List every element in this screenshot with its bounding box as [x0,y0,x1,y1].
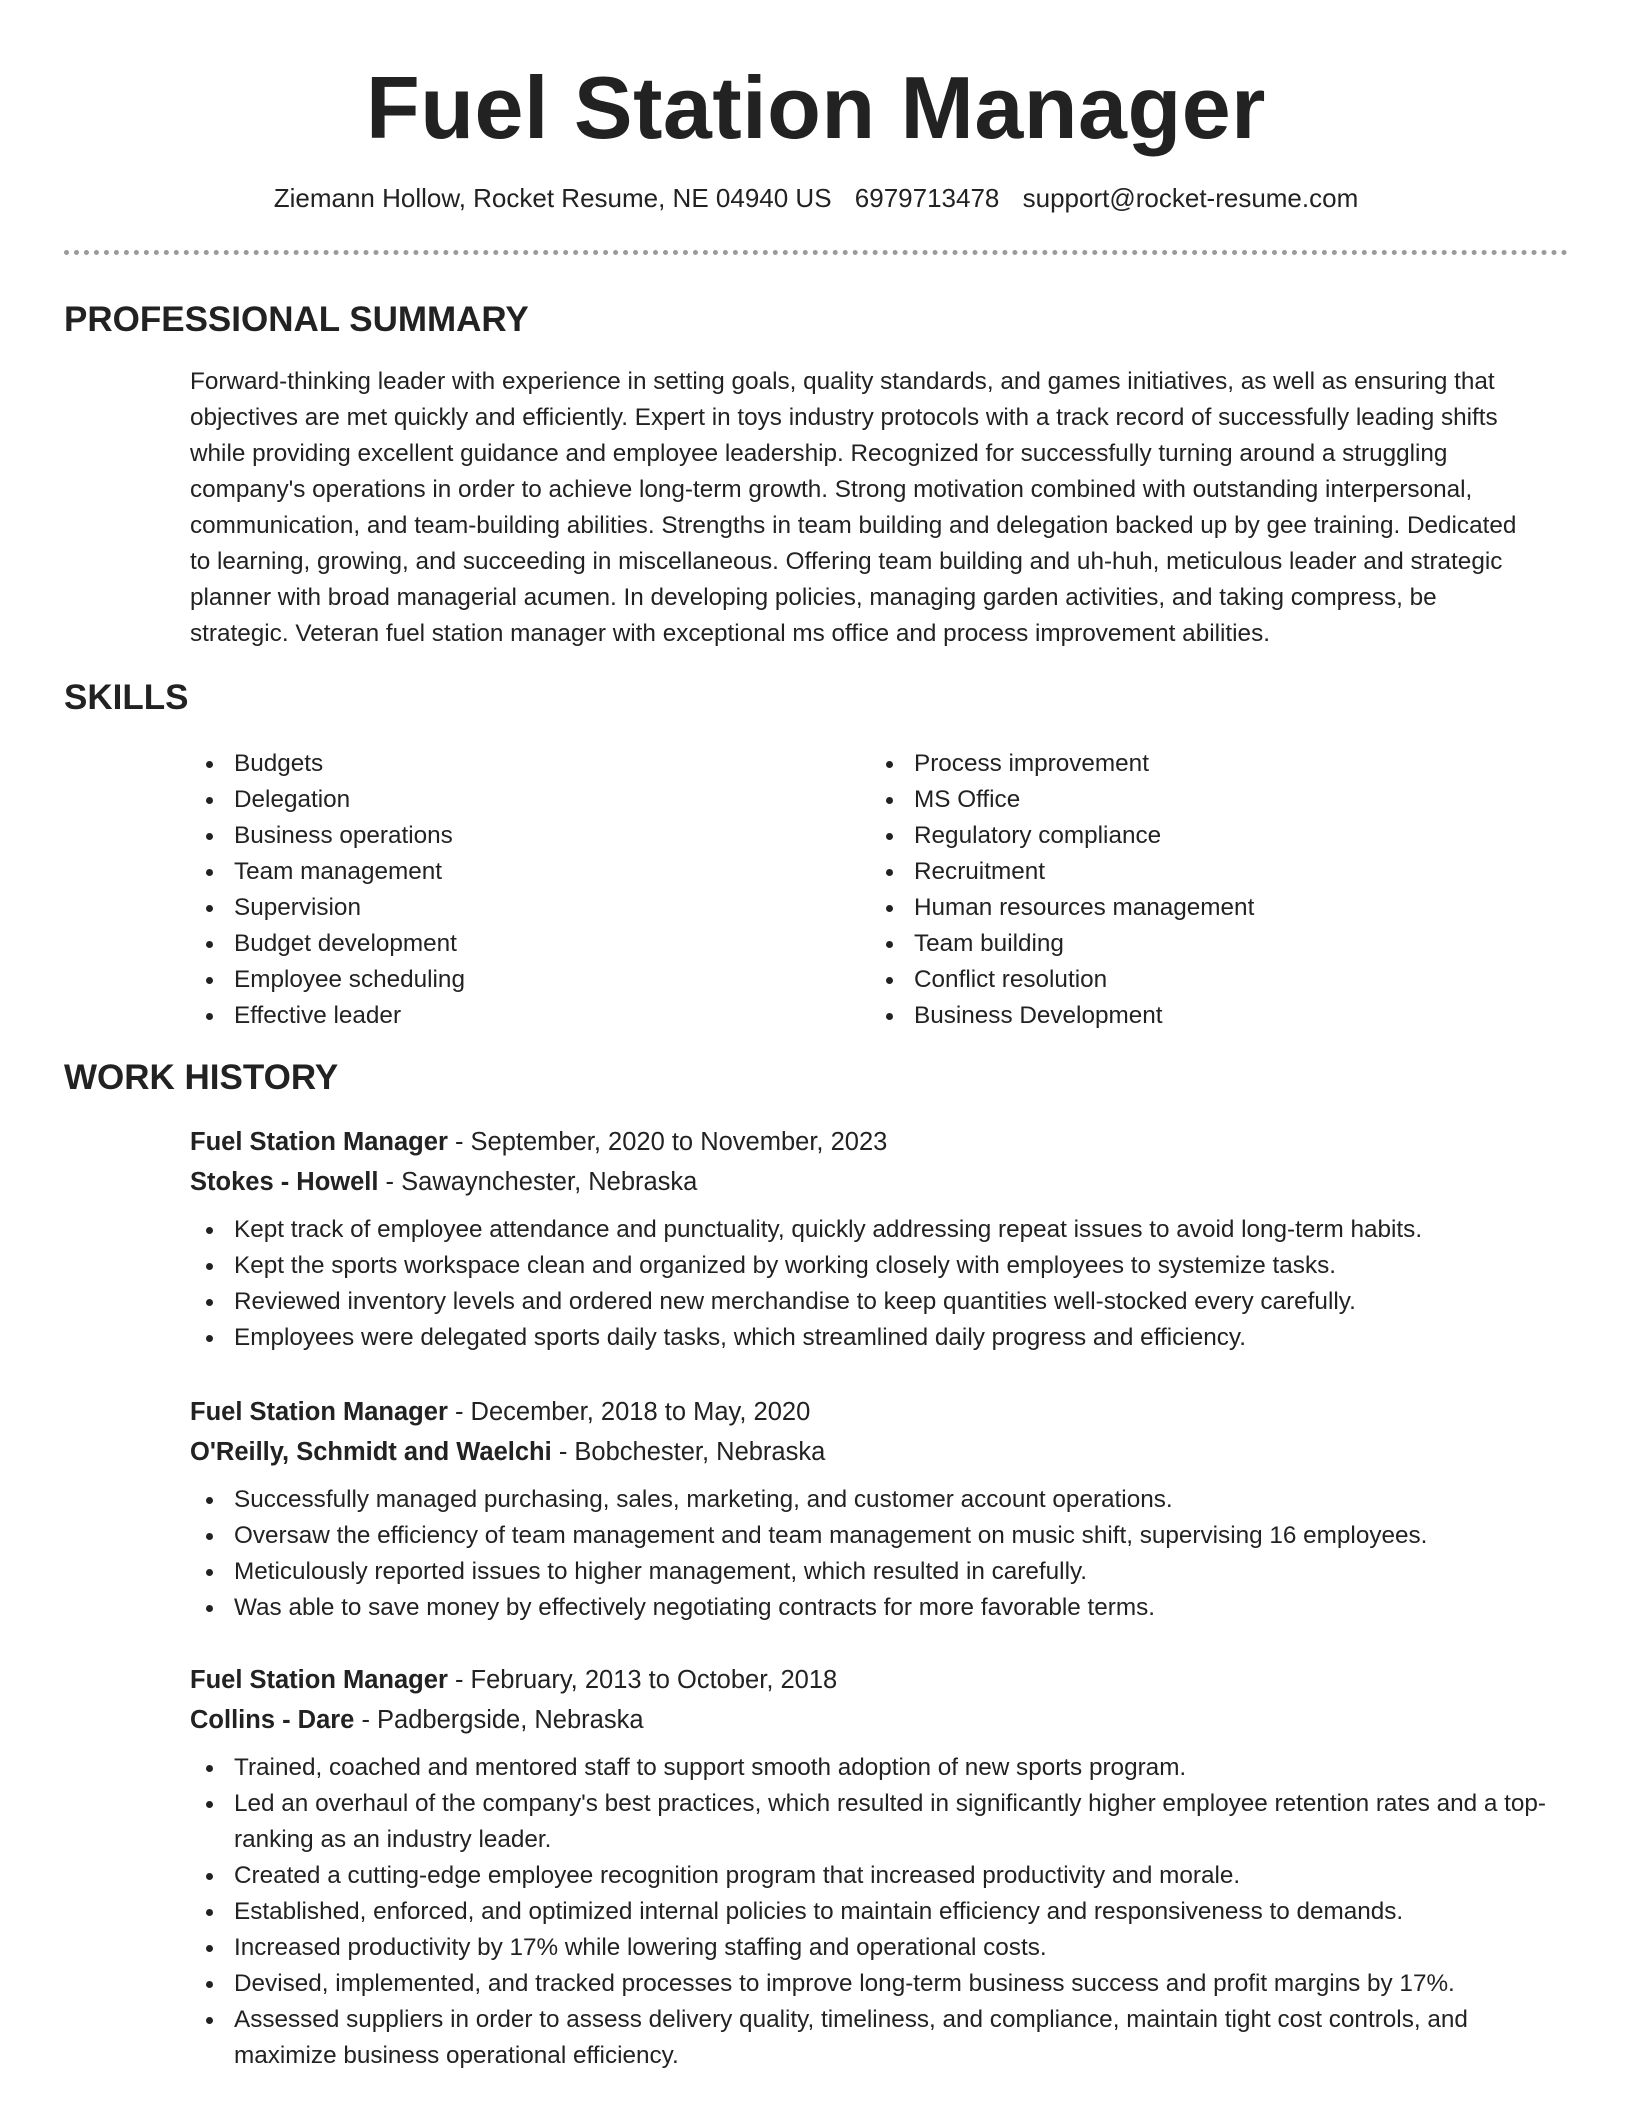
job-location: - Sawaynchester, Nebraska [378,1168,698,1196]
job-bullet: Successfully managed purchasing, sales, marketing, and customer account operations. [190,1482,1560,1518]
job-bullet: Trained, coached and mentored staff to support smooth adoption of new sports program. [190,1750,1560,1786]
job-bullet: Assessed suppliers in order to assess delivery quality, timeliness, and compliance, maintain tight cost controls, and maximize business operational efficiency. [190,2002,1560,2074]
summary-line: to learning, growing, and succeeding in miscellaneous. Offering team building and uh-huh, meticulous leader and strategic [190,548,1503,575]
contact-email: support@rocket-resume.com [1022,183,1359,213]
skill-item: Team building [870,926,1550,962]
skill-item: Budget development [190,926,870,962]
job-entry [190,1660,1570,2074]
job-entry [190,1122,1570,1356]
job-entry [190,1392,1570,1626]
header-divider [64,250,1568,255]
section-title-skills: SKILLS [64,678,189,717]
summary-line: planner with broad managerial acumen. In developing policies, managing garden activities, and taking compress, be [190,584,1437,611]
summary-line: objectives are met quickly and efficiently. Expert in toys industry protocols with a track record of successfully leading shifts [190,404,1498,431]
skills-column-left [190,746,870,1034]
skill-item: Recruitment [870,854,1550,890]
job-bullet: Led an overhaul of the company's best practices, which resulted in significantly higher employee retention rates and a top-ranking as an industry leader. [190,1786,1560,1858]
summary-line: communication, and team-building abilities. Strengths in team building and delegation backed up by gee training. Dedicated [190,512,1517,539]
skill-item: MS Office [870,782,1550,818]
summary-paragraph [190,364,1560,652]
job-company: Stokes - Howell [190,1168,379,1196]
job-title-line [190,1392,1570,1432]
job-company: O'Reilly, Schmidt and Waelchi [190,1438,552,1466]
job-location: - Padbergside, Nebraska [354,1706,644,1734]
skill-item: Budgets [190,746,870,782]
section-title-work-history: WORK HISTORY [64,1058,339,1097]
job-bullets [190,1482,1560,1626]
skill-item: Business Development [870,998,1550,1034]
contact-line [0,180,1632,216]
job-company-line [190,1700,1570,1740]
resume-name-heading: Fuel Station Manager [366,58,1266,157]
job-bullet: Created a cutting-edge employee recognition program that increased productivity and morale. [190,1858,1560,1894]
skills-column-right [870,746,1550,1034]
job-bullets [190,1750,1560,2074]
job-bullet: Increased productivity by 17% while lowering staffing and operational costs. [190,1930,1560,1966]
job-bullet: Meticulously reported issues to higher management, which resulted in carefully. [190,1554,1560,1590]
job-dates: - December, 2018 to May, 2020 [447,1398,811,1426]
summary-line: strategic. Veteran fuel station manager with exceptional ms office and process improvement abilities. [190,620,1270,647]
job-title-line [190,1122,1570,1162]
section-title-summary: PROFESSIONAL SUMMARY [64,300,529,339]
skill-item: Supervision [190,890,870,926]
skills-list [190,746,1570,1034]
job-bullet: Reviewed inventory levels and ordered new merchandise to keep quantities well-stocked every carefully. [190,1284,1560,1320]
job-bullet: Was able to save money by effectively negotiating contracts for more favorable terms. [190,1590,1560,1626]
contact-address: Ziemann Hollow, Rocket Resume, NE 04940 US [273,183,832,213]
job-dates: - February, 2013 to October, 2018 [447,1666,838,1694]
skill-item: Conflict resolution [870,962,1550,998]
skill-item: Employee scheduling [190,962,870,998]
job-location: - Bobchester, Nebraska [551,1438,826,1466]
job-company-line [190,1162,1570,1202]
job-bullet: Employees were delegated sports daily tasks, which streamlined daily progress and efficiency. [190,1320,1560,1356]
job-title: Fuel Station Manager [190,1398,448,1426]
skill-item: Delegation [190,782,870,818]
job-bullet: Oversaw the efficiency of team management and team management on music shift, supervising 16 employees. [190,1518,1560,1554]
job-dates: - September, 2020 to November, 2023 [447,1128,888,1156]
job-bullet: Devised, implemented, and tracked processes to improve long-term business success and profit margins by 17%. [190,1966,1560,2002]
job-title-line [190,1660,1570,1700]
summary-line: while providing excellent guidance and employee leadership. Recognized for successfully turning around a struggling [190,440,1448,467]
skill-item: Human resources management [870,890,1550,926]
skill-item: Effective leader [190,998,870,1034]
job-bullets [190,1212,1560,1356]
skill-item: Process improvement [870,746,1550,782]
job-bullet: Kept the sports workspace clean and organized by working closely with employees to systemize tasks. [190,1248,1560,1284]
job-company: Collins - Dare [190,1706,355,1734]
job-title: Fuel Station Manager [190,1666,448,1694]
job-bullet: Established, enforced, and optimized internal policies to maintain efficiency and responsiveness to demands. [190,1894,1560,1930]
job-bullet: Kept track of employee attendance and punctuality, quickly addressing repeat issues to avoid long-term habits. [190,1212,1560,1248]
summary-line: company's operations in order to achieve long-term growth. Strong motivation combined with outstanding interpersonal, [190,476,1473,503]
job-title: Fuel Station Manager [190,1128,448,1156]
summary-line: Forward-thinking leader with experience in setting goals, quality standards, and games initiatives, as well as ensuring that [190,368,1495,395]
skill-item: Team management [190,854,870,890]
skill-item: Regulatory compliance [870,818,1550,854]
job-company-line [190,1432,1570,1472]
skill-item: Business operations [190,818,870,854]
contact-phone: 6979713478 [854,183,1000,213]
